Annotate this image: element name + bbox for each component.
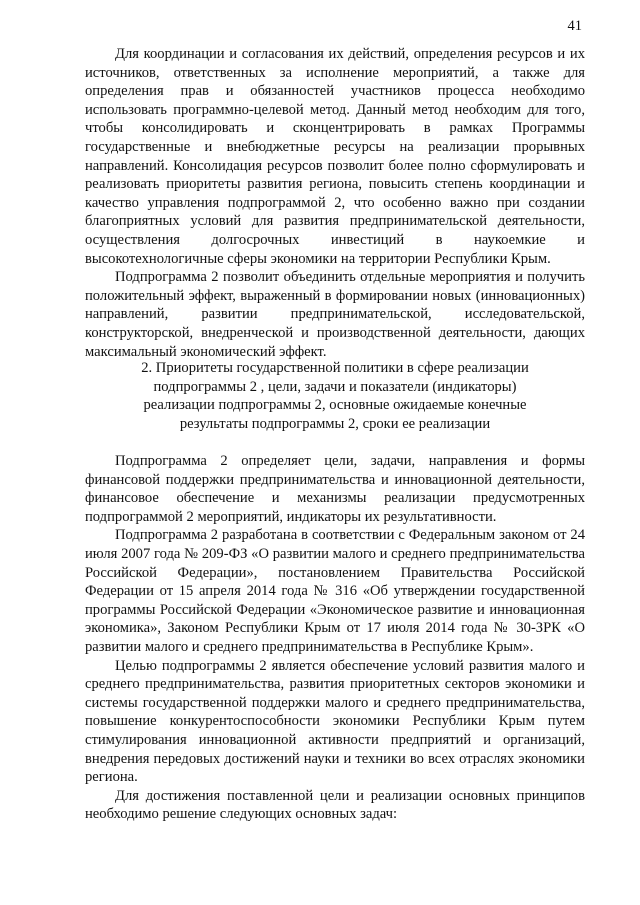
paragraph-subprogram-goal: Целью подпрограммы 2 является обеспечение условий развития малого и среднего предпринимательства, развития приоритетных секторов экономики и системы государственной поддержки малого и среднего предпринимательства, повышение конкурентоспособности экономики Республики Крым путем стимулирования инновационной активности предприятий и организаций, внедрения передовых достижений науки и техники во всех отраслях экономики региона. <box>85 657 585 786</box>
section-heading-line: реализации подпрограммы 2, основные ожидаемые конечные <box>143 397 527 414</box>
intro-text <box>85 45 585 361</box>
section-heading <box>85 359 585 433</box>
paragraph-subprogram-scope: Подпрограмма 2 определяет цели, задачи, направления и формы финансовой поддержки предпринимательства и инновационной деятельности, финансовое обеспечение и механизмы реализации предусмотренных подпрограммой 2 мероприятий, индикаторы их результативности. <box>85 453 585 525</box>
section-heading-line: подпрограммы 2 , цели, задачи и показатели (индикаторы) <box>153 378 517 395</box>
paragraph-legal-basis: Подпрограмма 2 разработана в соответствии с Федеральным законом от 24 июля 2007 года № 209-ФЗ «О развитии малого и среднего предпринимательства Российской Федерации», постановлением Правительства Российской Федерации от 15 апреля 2014 года № 316 «Об утверждении государственной программы Российской Федерации «Экономическое развитие и инновационная экономика», Законом Республики Крым от 17 июля 2014 года № 30-ЗРК «О развитии малого и среднего предпринимательства в Республике Крым». <box>85 527 585 655</box>
section-body-text <box>85 452 585 824</box>
paragraph-tasks-intro: Для достижения поставленной цели и реализации основных принципов необходимо решение следующих основных задач: <box>85 787 585 823</box>
section-heading-line: 2. Приоритеты государственной политики в сфере реализации <box>141 360 529 376</box>
page-number: 41 <box>567 18 582 34</box>
paragraph-program-method: Для координации и согласования их действий, определения ресурсов и их источников, ответственных за исполнение мероприятий, а также для определения прав и обязанностей участников процесса необходимо использовать программно-целевой метод. Данный метод необходим для того, чтобы консолидировать и сконцентрировать в рамках Программы государственные и внебюджетные ресурсы на реализации прорывных направлений. Консолидация ресурсов позволит более полно сформулировать и реализовать приоритеты развития региона, повысить степень координации и качество управления подпрограммой 2, что особенно важно при создании благоприятных условий для развития предпринимательской деятельности, осуществления долгосрочных инвестиций в наукоемкие и высокотехнологичные сферы экономики на территории Республики Крым. <box>85 46 585 267</box>
section-heading-line: результаты подпрограммы 2, сроки ее реализации <box>179 415 491 432</box>
paragraph-subprogram-effect: Подпрограмма 2 позволит объединить отдельные мероприятия и получить положительный эффект, выраженный в формировании новых (инновационных) направлений, развитии предпринимательской, исследовательской, конструкторской, внедренческой и производственной деятельности, дающих максимальный экономический эффект. <box>85 269 585 360</box>
